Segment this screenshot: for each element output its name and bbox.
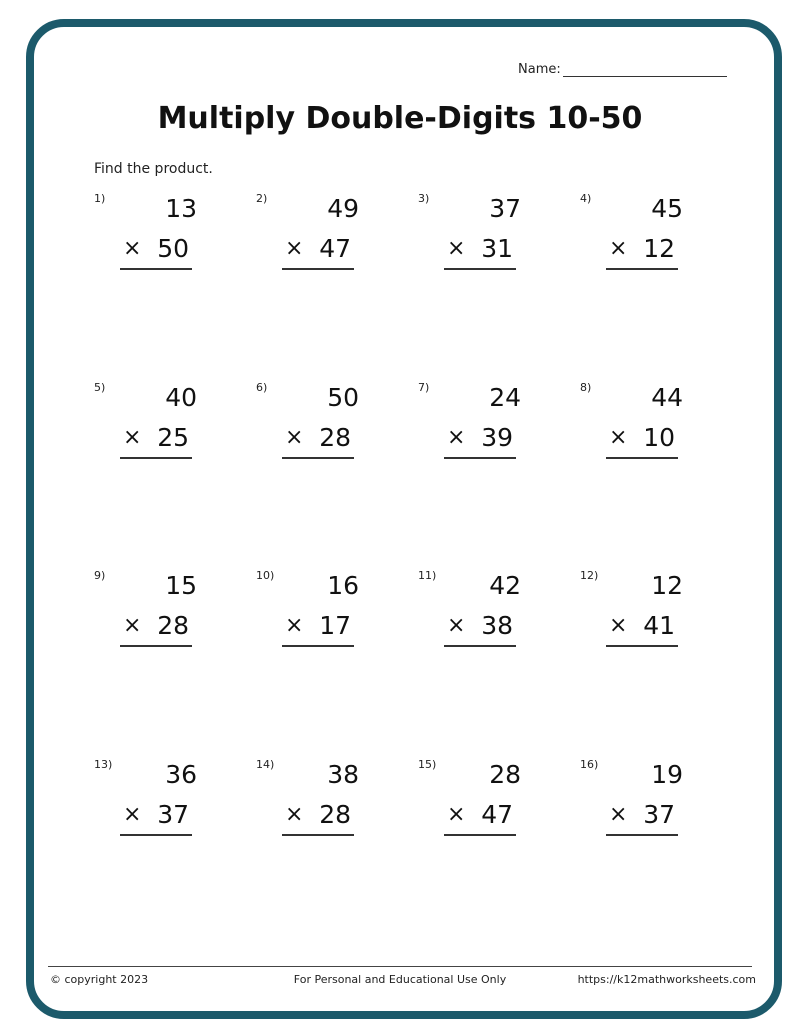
problem-8 — [580, 381, 720, 501]
multiplier-row — [444, 611, 516, 645]
answer-rule — [606, 268, 678, 270]
problem-number: 12) — [580, 569, 599, 582]
multiplicand: 28 — [489, 760, 521, 789]
multiplier-row — [606, 611, 678, 645]
page-title: Multiply Double-Digits 10-50 — [157, 101, 643, 136]
answer-rule — [282, 457, 354, 459]
problem-number: 16) — [580, 758, 599, 771]
answer-rule — [444, 268, 516, 270]
multiplier: 39 — [481, 423, 513, 452]
problem-2 — [256, 192, 396, 312]
problem-number: 13) — [94, 758, 113, 771]
multiply-sign: × — [609, 236, 628, 261]
problem-11 — [418, 569, 558, 689]
footer-usage: For Personal and Educational Use Only — [293, 973, 507, 986]
multiplier-row — [282, 234, 354, 268]
problem-number: 15) — [418, 758, 437, 771]
problem-15 — [418, 758, 558, 878]
multiply-sign: × — [609, 802, 628, 827]
multiplier: 17 — [319, 611, 351, 640]
multiplicand: 44 — [651, 383, 683, 412]
footer-copyright: © copyright 2023 — [50, 973, 149, 986]
multiplicand: 49 — [327, 194, 359, 223]
answer-rule — [606, 457, 678, 459]
multiplier: 31 — [481, 234, 513, 263]
problem-6 — [256, 381, 396, 501]
answer-rule — [444, 457, 516, 459]
multiply-sign: × — [447, 802, 466, 827]
multiplier: 50 — [157, 234, 189, 263]
multiplicand: 12 — [651, 571, 683, 600]
multiplier: 37 — [643, 800, 675, 829]
problem-number: 6) — [256, 381, 268, 394]
problem-number: 4) — [580, 192, 592, 205]
problem-1 — [94, 192, 234, 312]
name-field — [518, 62, 727, 77]
problem-10 — [256, 569, 396, 689]
multiplier: 28 — [319, 423, 351, 452]
problem-4 — [580, 192, 720, 312]
multiplier-row — [606, 234, 678, 268]
multiply-sign: × — [123, 236, 142, 261]
multiply-sign: × — [609, 613, 628, 638]
answer-rule — [120, 834, 192, 836]
multiplier-row — [120, 611, 192, 645]
multiplier-row — [282, 423, 354, 457]
multiplier-row — [282, 800, 354, 834]
multiplier: 38 — [481, 611, 513, 640]
multiplier-row — [444, 423, 516, 457]
instructions: Find the product. — [94, 161, 213, 177]
multiplier: 10 — [643, 423, 675, 452]
multiplier-row — [120, 800, 192, 834]
multiplier: 41 — [643, 611, 675, 640]
multiply-sign: × — [447, 425, 466, 450]
multiply-sign: × — [285, 425, 304, 450]
answer-rule — [120, 645, 192, 647]
problem-number: 10) — [256, 569, 275, 582]
multiplier: 25 — [157, 423, 189, 452]
multiplicand: 50 — [327, 383, 359, 412]
multiply-sign: × — [123, 613, 142, 638]
problem-number: 14) — [256, 758, 275, 771]
answer-rule — [282, 834, 354, 836]
answer-rule — [444, 834, 516, 836]
answer-rule — [606, 645, 678, 647]
answer-rule — [444, 645, 516, 647]
problem-number: 8) — [580, 381, 592, 394]
answer-rule — [606, 834, 678, 836]
multiply-sign: × — [285, 236, 304, 261]
multiplicand: 36 — [165, 760, 197, 789]
multiply-sign: × — [285, 802, 304, 827]
multiplier-row — [120, 234, 192, 268]
multiplier-row — [444, 800, 516, 834]
multiplicand: 40 — [165, 383, 197, 412]
multiply-sign: × — [447, 236, 466, 261]
footer-website: https://k12mathworksheets.com — [577, 973, 756, 986]
multiplicand: 15 — [165, 571, 197, 600]
multiplier-row — [120, 423, 192, 457]
multiplicand: 16 — [327, 571, 359, 600]
multiplicand: 42 — [489, 571, 521, 600]
problem-number: 2) — [256, 192, 268, 205]
answer-rule — [282, 645, 354, 647]
multiplier: 47 — [319, 234, 351, 263]
multiplier: 28 — [319, 800, 351, 829]
problem-number: 7) — [418, 381, 430, 394]
multiply-sign: × — [285, 613, 304, 638]
multiplier-row — [606, 800, 678, 834]
multiplier: 37 — [157, 800, 189, 829]
footer-divider — [48, 966, 752, 967]
problem-number: 11) — [418, 569, 437, 582]
multiplicand: 37 — [489, 194, 521, 223]
problem-7 — [418, 381, 558, 501]
multiply-sign: × — [447, 613, 466, 638]
multiplicand: 13 — [165, 194, 197, 223]
problem-13 — [94, 758, 234, 878]
answer-rule — [120, 457, 192, 459]
problem-9 — [94, 569, 234, 689]
multiplier-row — [444, 234, 516, 268]
multiplier: 12 — [643, 234, 675, 263]
problem-3 — [418, 192, 558, 312]
multiplier-row — [282, 611, 354, 645]
multiplier: 47 — [481, 800, 513, 829]
problem-5 — [94, 381, 234, 501]
problem-12 — [580, 569, 720, 689]
multiplier: 28 — [157, 611, 189, 640]
multiplicand: 24 — [489, 383, 521, 412]
multiplicand: 19 — [651, 760, 683, 789]
problem-14 — [256, 758, 396, 878]
multiply-sign: × — [609, 425, 628, 450]
multiplier-row — [606, 423, 678, 457]
name-blank-line — [563, 62, 727, 77]
problem-number: 5) — [94, 381, 106, 394]
multiply-sign: × — [123, 425, 142, 450]
problem-number: 9) — [94, 569, 106, 582]
problem-number: 1) — [94, 192, 106, 205]
multiply-sign: × — [123, 802, 142, 827]
answer-rule — [282, 268, 354, 270]
answer-rule — [120, 268, 192, 270]
problem-16 — [580, 758, 720, 878]
multiplicand: 45 — [651, 194, 683, 223]
multiplicand: 38 — [327, 760, 359, 789]
name-label: Name: — [518, 62, 561, 77]
problem-number: 3) — [418, 192, 430, 205]
